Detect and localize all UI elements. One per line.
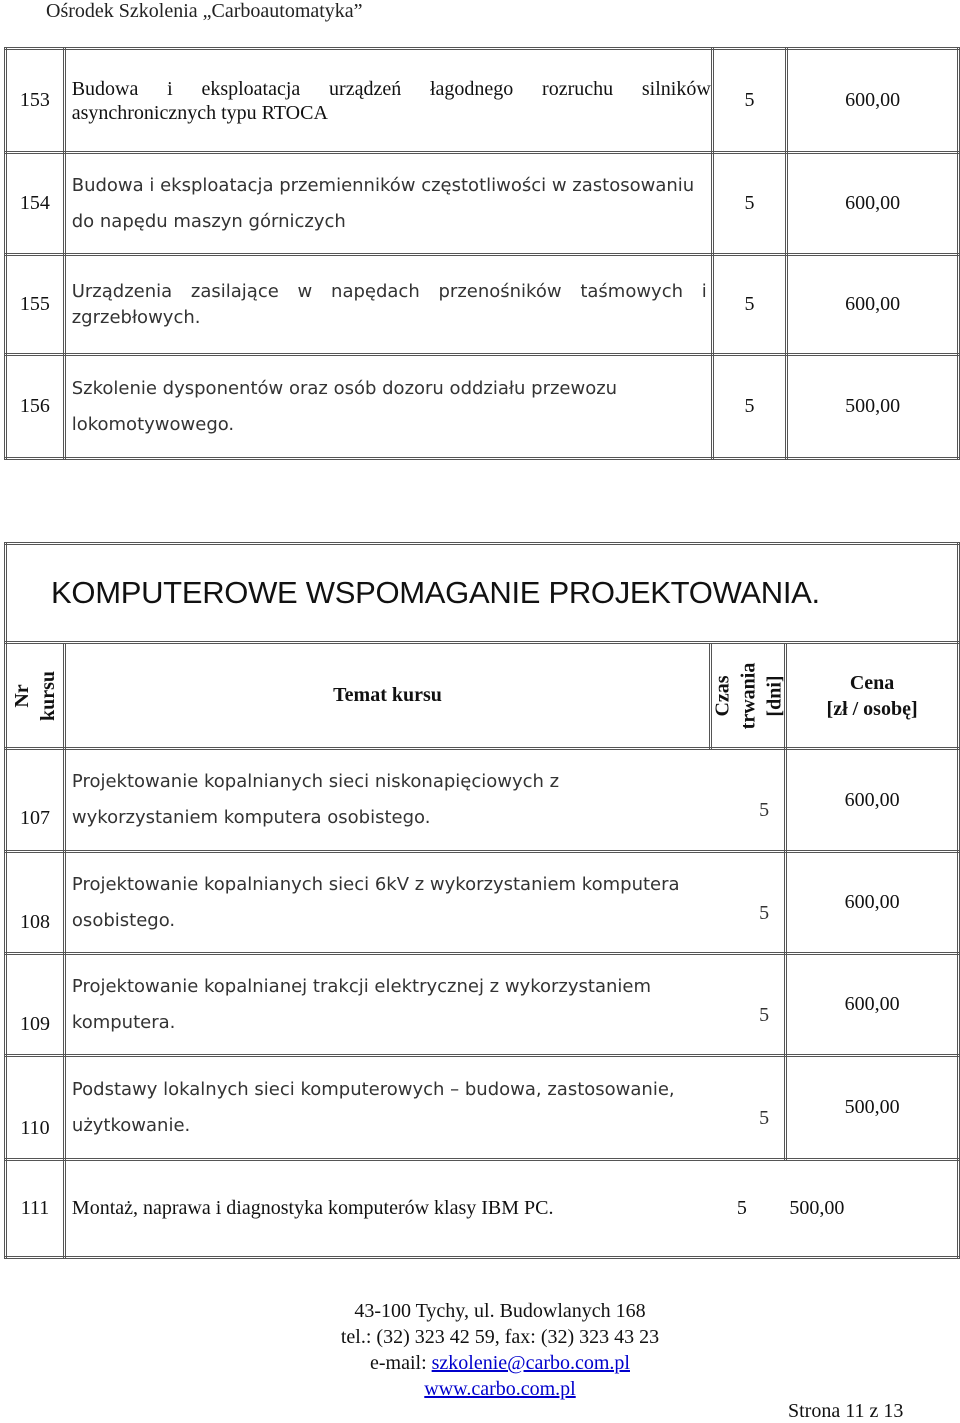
table-row	[6, 255, 959, 355]
footer-address: 43-100 Tychy, ul. Budowlanych 168	[354, 1300, 646, 1322]
header-duration	[711, 643, 786, 749]
course-number: 109	[6, 954, 65, 1056]
course-price: 600,00	[786, 852, 959, 954]
topic-line: użytkowanie.	[71, 1114, 191, 1136]
topic-line: do napędu maszyn górniczych	[71, 210, 346, 232]
course-duration: 5	[712, 355, 786, 459]
footer-website-line	[0, 1376, 960, 1402]
topic-line: Projektowanie kopalnianej trakcji elektrycznej z wykorzystaniem	[71, 975, 651, 997]
section-title: KOMPUTEROWE WSPOMAGANIE PROJEKTOWANIA.	[6, 544, 959, 643]
course-number: 155	[6, 255, 65, 355]
topic-line: osobistego.	[71, 909, 176, 931]
course-number: 107	[6, 749, 65, 852]
course-topic	[64, 1160, 958, 1258]
header-text: Cena	[849, 671, 895, 694]
email-link[interactable]: szkolenie@carbo.com.pl	[431, 1352, 630, 1374]
header-text: [zł / osobę]	[826, 697, 918, 720]
footer-phone: tel.: (32) 323 42 59, fax: (32) 323 43 23	[340, 1326, 660, 1348]
topic-line: Budowa i eksploatacja przemienników częstotliwości w zastosowaniu	[71, 174, 695, 196]
course-price: 600,00	[787, 153, 959, 255]
topic-line: Projektowanie kopalnianych sieci 6kV z wykorzystaniem komputera	[71, 873, 680, 895]
course-number: 154	[6, 153, 65, 255]
table-row	[6, 954, 959, 1056]
table-row	[6, 1056, 959, 1160]
footer-email-line	[0, 1350, 960, 1376]
course-duration: 5	[712, 49, 786, 153]
table-row	[6, 355, 959, 459]
course-price: 500,00	[789, 1197, 845, 1219]
topic-line: Szkolenie dysponentów oraz osób dozoru oddziału przewozu	[71, 377, 618, 399]
website-link[interactable]: www.carbo.com.pl	[424, 1378, 576, 1400]
course-topic	[64, 749, 785, 852]
course-topic	[64, 954, 785, 1056]
topic-line: komputera.	[71, 1011, 176, 1033]
table-row	[6, 852, 959, 954]
course-duration: 5	[712, 153, 786, 255]
header-text: kursu	[36, 670, 59, 721]
topic-line: Projektowanie kopalnianych sieci niskonapięciowych z	[71, 771, 560, 792]
course-price: 600,00	[787, 255, 959, 355]
topic-line: Podstawy lokalnych sieci komputerowych – budowa, zastosowanie,	[71, 1078, 675, 1100]
course-topic	[64, 1056, 785, 1160]
footer-email-label: e-mail:	[370, 1352, 432, 1374]
topic-line: wykorzystaniem komputera osobistego.	[71, 807, 431, 828]
page-number: Strona 11 z 13	[788, 1400, 904, 1422]
header-row	[6, 643, 959, 749]
course-topic	[64, 255, 712, 355]
course-price: 500,00	[786, 1056, 959, 1160]
table-row	[6, 49, 959, 153]
course-price: 600,00	[786, 954, 959, 1056]
course-duration: 5	[759, 799, 770, 821]
course-duration: 5	[759, 1106, 770, 1129]
header-course-number	[6, 643, 65, 749]
topic-line: Montaż, naprawa i diagnostyka komputerów klasy IBM PC.	[71, 1197, 554, 1219]
course-duration: 5	[736, 1197, 747, 1219]
course-number: 153	[6, 49, 65, 153]
course-number: 108	[6, 852, 65, 954]
header-price	[786, 643, 959, 749]
course-topic	[64, 852, 785, 954]
course-number: 110	[6, 1056, 65, 1160]
table-row	[6, 1160, 959, 1258]
header-text: Nr	[10, 683, 33, 708]
topic-line: Budowa i eksploatacja urządzeń łagodnego rozruchu silników	[71, 77, 711, 100]
course-topic	[64, 49, 712, 153]
table-row	[6, 749, 959, 852]
course-price: 600,00	[786, 749, 959, 852]
course-number: 156	[6, 355, 65, 459]
footer	[0, 1298, 960, 1402]
course-number: 111	[6, 1160, 65, 1258]
course-duration: 5	[712, 255, 786, 355]
course-price: 500,00	[787, 355, 959, 459]
document-header: Ośrodek Szkolenia „Carboautomatyka”	[46, 0, 363, 22]
topic-line: Urządzenia zasilające w napędach przenośników taśmowych i	[71, 280, 707, 302]
topic-line: asynchronicznych typu RTOCA	[71, 101, 328, 124]
topic-line: zgrzebłowych.	[71, 306, 201, 328]
section-title-row	[6, 544, 959, 643]
course-price: 600,00	[787, 49, 959, 153]
course-topic	[64, 153, 712, 255]
header-topic: Temat kursu	[64, 643, 710, 749]
course-duration: 5	[759, 901, 770, 924]
topic-line: lokomotywowego.	[71, 413, 235, 435]
table-row	[6, 153, 959, 255]
course-topic	[64, 355, 712, 459]
header-text: trwania	[737, 662, 760, 729]
course-table-2	[4, 542, 960, 1259]
course-table-1	[4, 47, 960, 460]
header-text: [dni]	[763, 674, 786, 717]
header-text: Czas	[711, 674, 734, 717]
course-duration: 5	[759, 1003, 770, 1026]
